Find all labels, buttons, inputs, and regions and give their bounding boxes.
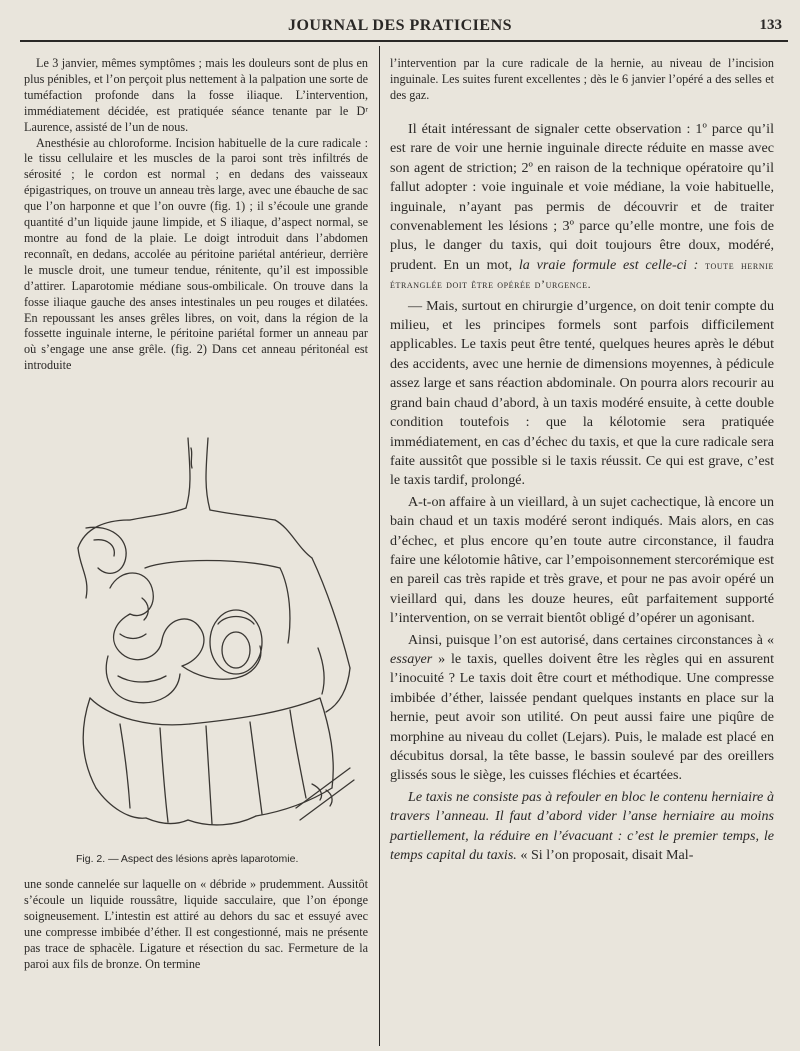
running-title: JOURNAL DES PRATICIENS [287,17,513,34]
taxis-rule-italic: Le taxis ne consiste pas à refouler en bloc le contenu herniaire à travers l’anneau. Il faut d’abord vider l’anse herniaire au moins partiellement, la réduire en l’évacuant : c’est le premier temps, le temps capital du taxis. [390,788,774,864]
right-paragraph-5 [390,788,774,866]
page-header [0,0,800,42]
left-column-top [24,56,368,374]
formula-italic: la vraie formule est celle-ci : [518,256,699,273]
quote-start: « Si l’on proposait, disait Mal- [520,847,694,864]
column-divider [379,46,380,1046]
essayer-italic: essayer [390,650,433,667]
observation-text: Il était intéressant de signaler cette observation : 1º parce qu’il est rare de voir une hernie inguinale directe réduite en masse avec son agent de striction; 2º en raison de la technique opératoire qu’il fallut adopter : voie inguinale et voie médiane, la voie habituelle, inguinale, n’ayant pas permis de découvrir et de traiter convenablement les lésions ; 3º parce qu’elle montre, une fois de plus, le danger du taxis, qui doit toujours être doux, modéré, prudent. En un mot, [390,121,774,273]
header-rule [20,40,788,42]
left-paragraph-1: Le 3 janvier, mêmes symptômes ; mais les douleurs sont de plus en plus pénibles, et l’on perçoit plus nettement à la palpation une sorte de tuméfaction profonde dans la fosse iliaque. L’intervention, immédiatement décidée, est pratiquée séance tenante par le Dʳ Laurence, assisté de l’un de nous. [24,56,368,134]
right-paragraph-2: — Mais, surtout en chirurgie d’urgence, on doit tenir compte du milieu, et les principes formels sont parfois difficilement applicables. Le taxis peut être tenté, quelques heures après le début des accidents, avec une hernie de dimensions moyennes, à pédicule assez large et sans réaction abdominale. On pourra alors recourir au grand bain chaud d’abord, à un taxis modéré ensuite, à cette double condition toutefois : que la kélotomie sera pratiquée immédiatement, en cas d’échec du taxis, et que la cure radicale sera faite aussitôt que possible si le taxis réussit. Ce qui est grave, c’est le taxis tardif, prolongé. [390,297,774,489]
right-paragraph-4 [390,631,774,786]
left-paragraph-3: une sonde cannelée sur laquelle on « débride » prudemment. Aussitôt s’écoule un liquide roussâtre, liquide sacculaire, que l’on éponge soigneusement. L’intestin est attiré au dehors du sac et essuyé avec une compresse imbibée d’éther. Il est congestionné, mais ne présente pas trace de sphacèle. Ligature et résection du sac. Fermeture de la paroi aux fils de bronze. On termine [24,877,368,971]
right-paragraph-3: A-t-on affaire à un vieillard, à un sujet cachectique, là encore un bain chaud et un taxis modéré seront indiqués. Mais alors, en cas d’échec, et plus encore qu’en toute autre circonstance, il faudra faire une kélotomie hâtive, car l’empoisonnement stercorémique est en pareil cas très rapide et très grave, et pour ne pas avoir opéré un vieillard qui, dans les douze heures, eût parfaitement supporté l’intervention, on se verrait bientôt obligé d’opérer un agonisant. [390,493,774,627]
right-column-top [390,56,774,104]
right-column-main [390,120,774,865]
figure-2-illustration [50,428,360,848]
right-paragraph-1 [390,120,774,295]
laparotomy-drawing [50,428,360,848]
page-number: 133 [759,17,782,33]
left-column-bottom [24,877,368,972]
formula-caps: toute hernie étranglée doit être opérée d’urgence. [390,257,774,292]
taxis-text-a: Ainsi, puisque l’on est autorisé, dans certaines circonstances à « [408,631,774,648]
left-paragraph-2: Anesthésie au chloroforme. Incision habituelle de la cure radicale : le tissu cellulaire et les muscles de la paroi sont très infiltrés de sérosité ; le cordon est normal ; en dedans des vaisseaux épigastriques, on trouve un anneau très large, avec une ébauche de sac que l’on harponne et que l’on ouvre (fig. 1) ; il s’écoule une grande quantité d’un liquide jaune limpide, et S iliaque, d’aspect normal, se montre au fond de la plaie. Le doigt introduit dans l’abdomen reconnaît, en dedans, accolée au péritoine pariétal antérieur, derrière le muscle droit, une tumeur tendue, rénitente, qu’il est impossible d’attirer. Laparotomie médiane sous-ombilicale. On trouve dans la fosse iliaque gauche des anses intestinales un peu rouges et dilatées. En repoussant les anses grêles libres, on voit, dans la région de la fossette inguinale interne, le péritoine pariétal former un anneau par où s’engage une anse grêle. (fig. 2) Dans cet anneau péritonéal est introduite [24,135,368,373]
right-paragraph-0: l’intervention par la cure radicale de la hernie, au niveau de l’incision inguinale. Les suites furent excellentes ; dès le 6 janvier l’opéré a des selles et des gaz. [390,56,774,102]
figure-caption: Fig. 2. — Aspect des lésions après laparotomie. [76,853,299,865]
taxis-text-b: » le taxis, quelles doivent être les règles qui en assurent l’inocuité ? Le taxis doit être court et méthodique. Une compresse imbibée d’éther, laissée pendant quelques instants en place sur la hernie, peut avoir son utilité. On peut aussi faire une piqûre de morphine au niveau du collet (Lejars). Puis, le malade est placé en décubitus dorsal, la tête basse, le bassin soulevé par des oreillers glissés sous le siège, les cuisses fléchies et écartées. [390,650,774,784]
